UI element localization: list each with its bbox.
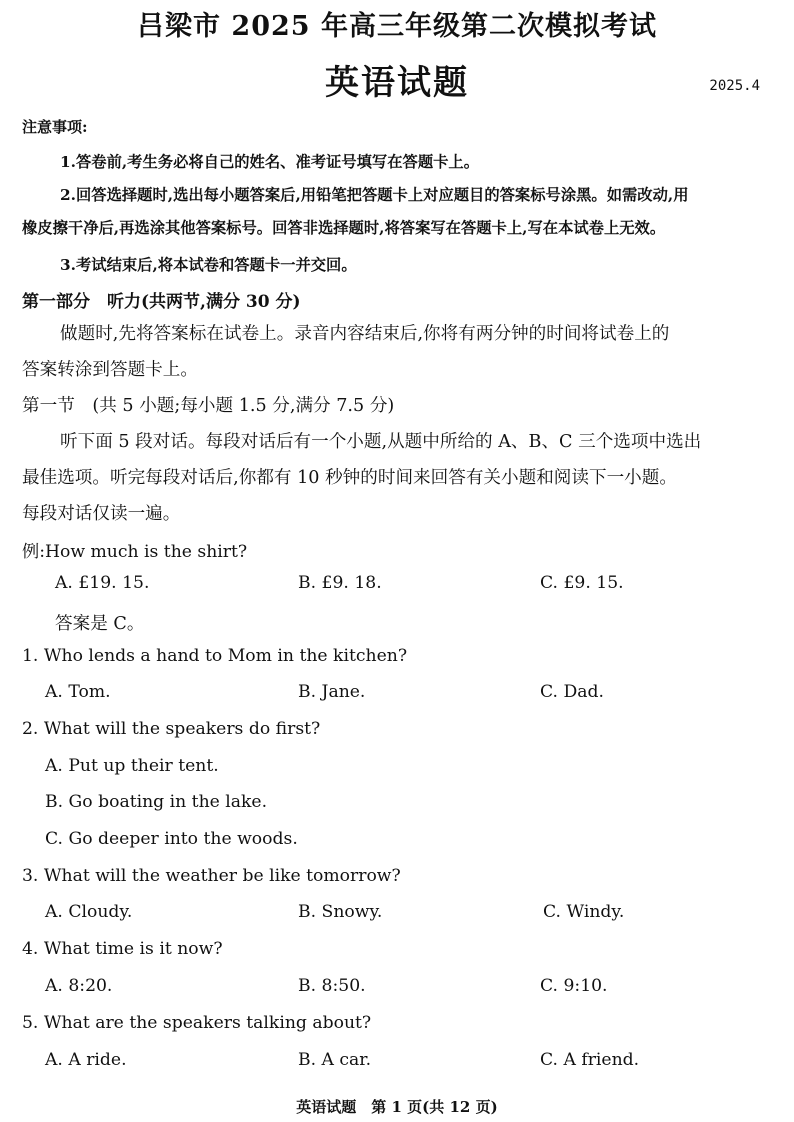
note-item-2-continued: 橡皮擦干净后,再选涂其他答案标号。回答非选择题时,将答案写在答题卡上,写在本试卷上无效。 — [22, 219, 666, 237]
question-4: 4. What time is it now? — [22, 939, 223, 959]
question-3-option-c: C. Windy. — [543, 902, 625, 922]
question-1-option-b: B. Jane. — [298, 682, 366, 702]
question-3: 3. What will the weather be like tomorrow? — [22, 866, 401, 886]
question-5: 5. What are the speakers talking about? — [22, 1013, 372, 1033]
question-3-option-a: A. Cloudy. — [45, 902, 133, 922]
section1-instruction-line-2: 最佳选项。听完每段对话后,你都有 10 秒钟的时间来回答有关小题和阅读下一小题。 — [22, 468, 677, 488]
question-2-option-c: C. Go deeper into the woods. — [45, 829, 298, 849]
example-answer: 答案是 C。 — [55, 614, 145, 634]
question-5-option-a: A. A ride. — [45, 1050, 127, 1070]
note-item-1: 1.答卷前,考生务必将自己的姓名、准考证号填写在答题卡上。 — [60, 153, 480, 171]
exam-date: 2025.4 — [709, 78, 760, 94]
note-item-3: 3.考试结束后,将本试卷和答题卡一并交回。 — [60, 256, 357, 274]
part1-instruction-line-2: 答案转涂到答题卡上。 — [22, 360, 198, 380]
question-2-option-a: A. Put up their tent. — [45, 756, 219, 776]
question-5-option-b: B. A car. — [298, 1050, 372, 1070]
section1-instruction-line-3: 每段对话仅读一遍。 — [22, 504, 181, 524]
page-footer: 英语试题 第 1 页(共 12 页) — [296, 1098, 498, 1116]
question-1-option-c: C. Dad. — [540, 682, 604, 702]
section1-instruction-line-1: 听下面 5 段对话。每段对话后有一个小题,从题中所给的 A、B、C 三个选项中选出 — [60, 432, 702, 452]
question-4-option-b: B. 8:50. — [298, 976, 366, 996]
part1-heading: 第一部分 听力(共两节,满分 30 分) — [22, 292, 301, 312]
part1-instruction-line-1: 做题时,先将答案标在试卷上。录音内容结束后,你将有两分钟的时间将试卷上的 — [60, 324, 670, 344]
question-2-option-b: B. Go boating in the lake. — [45, 792, 268, 812]
question-1: 1. Who lends a hand to Mom in the kitchen? — [22, 646, 408, 666]
notes-heading: 注意事项: — [22, 118, 88, 136]
example-option-a: A. £19. 15. — [55, 573, 150, 593]
question-4-option-a: A. 8:20. — [45, 976, 113, 996]
question-2: 2. What will the speakers do first? — [22, 719, 321, 739]
question-4-option-c: C. 9:10. — [540, 976, 608, 996]
note-item-2: 2.回答选择题时,选出每小题答案后,用铅笔把答题卡上对应题目的答案标号涂黑。如需改动,用 — [60, 186, 689, 204]
example-option-b: B. £9. 18. — [298, 573, 382, 593]
section1-heading: 第一节 (共 5 小题;每小题 1.5 分,满分 7.5 分) — [22, 396, 395, 416]
exam-title: 吕梁市 2025 年高三年级第二次模拟考试 — [137, 11, 657, 42]
exam-subject-title: 英语试题 — [325, 63, 469, 103]
question-3-option-b: B. Snowy. — [298, 902, 383, 922]
question-5-option-c: C. A friend. — [540, 1050, 640, 1070]
example-option-c: C. £9. 15. — [540, 573, 624, 593]
question-1-option-a: A. Tom. — [45, 682, 111, 702]
example-question: 例:How much is the shirt? — [22, 542, 248, 562]
